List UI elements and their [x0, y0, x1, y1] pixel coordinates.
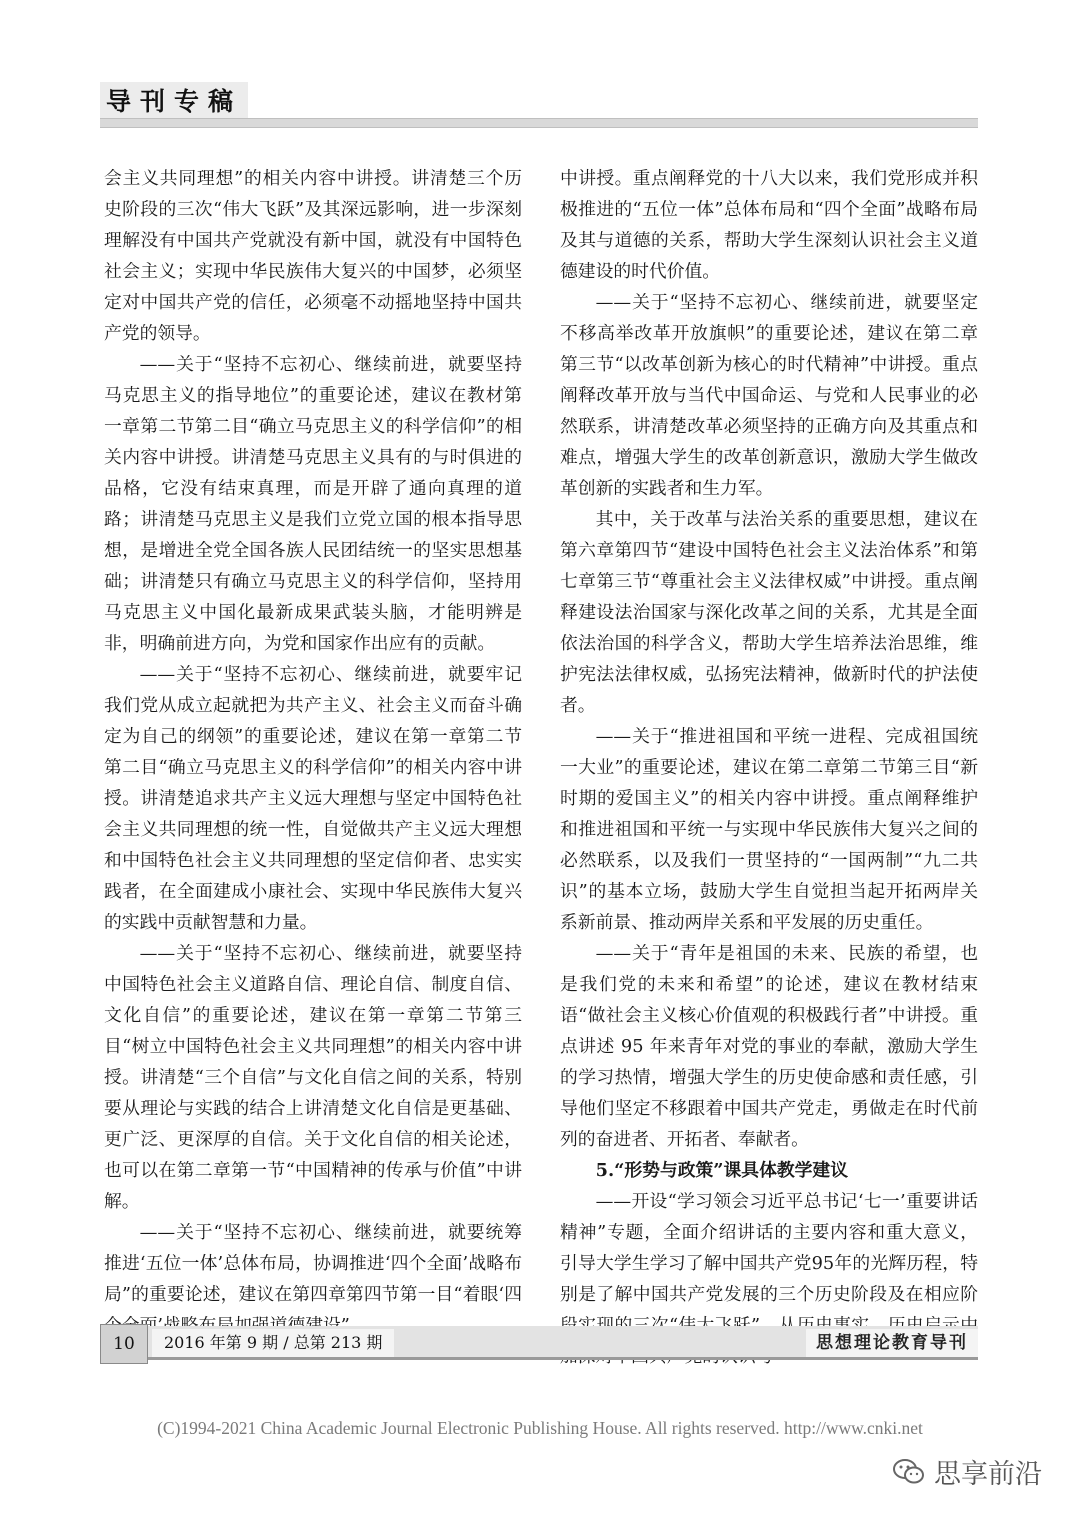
- copyright-line: (C)1994-2021 China Academic Journal Electronic Publishing House. All rights reserved. http://www.cnki.net: [157, 1418, 923, 1438]
- paragraph: ——关于“坚持不忘初心、继续前进，就要坚定不移高举改革开放旗帜”的重要论述，建议在第二章第三节“以改革创新为核心的时代精神”中讲授。重点阐释改革开放与当代中国命运、与党和人民事业的必然联系，讲清楚改革必须坚持的正确方向及其重点和难点，增强大学生的改革创新意识，激励大学生做改革创新的实践者和生力军。: [560, 292, 978, 499]
- paragraph: 会主义共同理想”的相关内容中讲授。讲清楚三个历史阶段的三次“伟大飞跃”及其深远影响，进一步深刻理解没有中国共产党就没有新中国，就没有中国特色社会主义；实现中华民族伟大复兴的中国梦，必须坚定对中国共产党的信任，必须毫不动摇地坚持中国共产党的领导。: [104, 168, 522, 344]
- paragraph: 其中，关于改革与法治关系的重要思想，建议在第六章第四节“建设中国特色社会主义法治体系”和第七章第三节“尊重社会主义法律权威”中讲授。重点阐释建设法治国家与深化改革之间的关系，尤其是全面依法治国的科学含义，帮助大学生培养法治思维，维护宪法法律权威，弘扬宪法精神，做新时代的护法使者。: [560, 509, 978, 716]
- paragraph: 中讲授。重点阐释党的十八大以来，我们党形成并积极推进的“五位一体”总体布局和“四个全面”战略布局及其与道德的关系，帮助大学生深刻认识社会主义道德建设的时代价值。: [560, 168, 978, 282]
- wechat-icon: [892, 1458, 926, 1486]
- paragraph: ——关于“青年是祖国的未来、民族的希望，也是我们党的未来和希望”的论述，建议在教材结束语“做社会主义核心价值观的积极践行者”中讲授。重点讲述 95 年来青年对党的事业的奉献，激励大学生的学习热情，增强大学生的历史使命感和责任感，引导他们坚定不移跟着中国共产党走，勇做走在时代前列的奋进者、开拓者、奉献者。: [560, 943, 978, 1150]
- left-column: [104, 163, 522, 1305]
- paragraph: ——开设“学习领会习近平总书记‘七一’重要讲话精神”专题，全面介绍讲话的主要内容和重大意义，引导大学生学习了解中国共产党95年的光辉历程，特别是了解中国共产党发展的三个历史阶段及在相应阶: [560, 1191, 978, 1305]
- section-heading: 5.“形势与政策”课具体教学建议: [595, 1160, 848, 1181]
- right-column: [560, 163, 978, 1305]
- page-number: 10: [100, 1324, 148, 1364]
- paragraph: ——关于“坚持不忘初心、继续前进，就要坚持中国特色社会主义道路自信、理论自信、制度自信、文化自信”的重要论述，建议在第一章第二节第三目“树立中国特色社会主义共同理想”的相关内容中讲授。讲清楚“三个自信”与文化自信之间的关系，特别要从理论与实践的结合上讲清楚文化自信是更基础、更广泛、更深厚的自信。关于文化自信的相关论述，也可以在第二章第一节“中国精神的传承与价值”中讲解。: [104, 943, 522, 1212]
- issue-info: 2016 年第 9 期 / 总第 213 期: [152, 1329, 394, 1357]
- paragraph: ——关于“坚持不忘初心、继续前进，就要统筹推进‘五位一体’总体布局，协调推进‘四个全面’战略布局”的重要论述，建议在第四章第四节第一目“着眼‘四: [104, 1222, 522, 1305]
- section-label: 导刊专稿: [100, 82, 248, 118]
- watermark: [892, 1452, 1042, 1491]
- journal-name: 思想理论教育导刊: [806, 1329, 978, 1357]
- paragraph: ——关于“坚持不忘初心、继续前进，就要坚持马克思主义的指导地位”的重要论述，建议在教材第一章第二节第二目“确立马克思主义的科学信仰”的相关内容中讲授。讲清楚马克思主义具有的与时俱进的品格，它没有结束真理，而是开辟了通向真理的道路；讲清楚马克思主义是我们立党立国的根本指导思想，是增进全党全国各族人民团结统一的坚实思想基础；讲清楚只有确立马克思主义的科学信仰，坚持用马克思主义中国化最新成果武装头脑，才能明辨是非，明确前进方向，为党和国家作出应有的贡献。: [104, 354, 522, 654]
- paragraph: ——关于“推进祖国和平统一进程、完成祖国统一大业”的重要论述，建议在第二章第二节第三目“新时期的爱国主义”的相关内容中讲授。重点阐释维护和推进祖国和平统一与实现中华民族伟大复兴之间的必然联系，以及我们一贯坚持的“一国两制”“九二共识”的基本立场，鼓励大学生自觉担当起开拓两岸关系新前景、推动两岸关系和平发展的历史重任。: [560, 726, 978, 933]
- paragraph: ——关于“坚持不忘初心、继续前进，就要牢记我们党从成立起就把为共产主义、社会主义而奋斗确定为自己的纲领”的重要论述，建议在第一章第二节第二目“确立马克思主义的科学信仰”的相关内容中讲授。讲清楚追求共产主义远大理想与坚定中国特色社会主义共同理想的统一性，自觉做共产主义远大理想和中国特色社会主义共同理想的坚定信仰者、忠实实践者，在全面建成小康社会、实现中华民族伟大复兴的实践中贡献智慧和力量。: [104, 664, 522, 933]
- watermark-text: 思享前沿: [934, 1459, 1042, 1490]
- header-rule: [100, 118, 978, 128]
